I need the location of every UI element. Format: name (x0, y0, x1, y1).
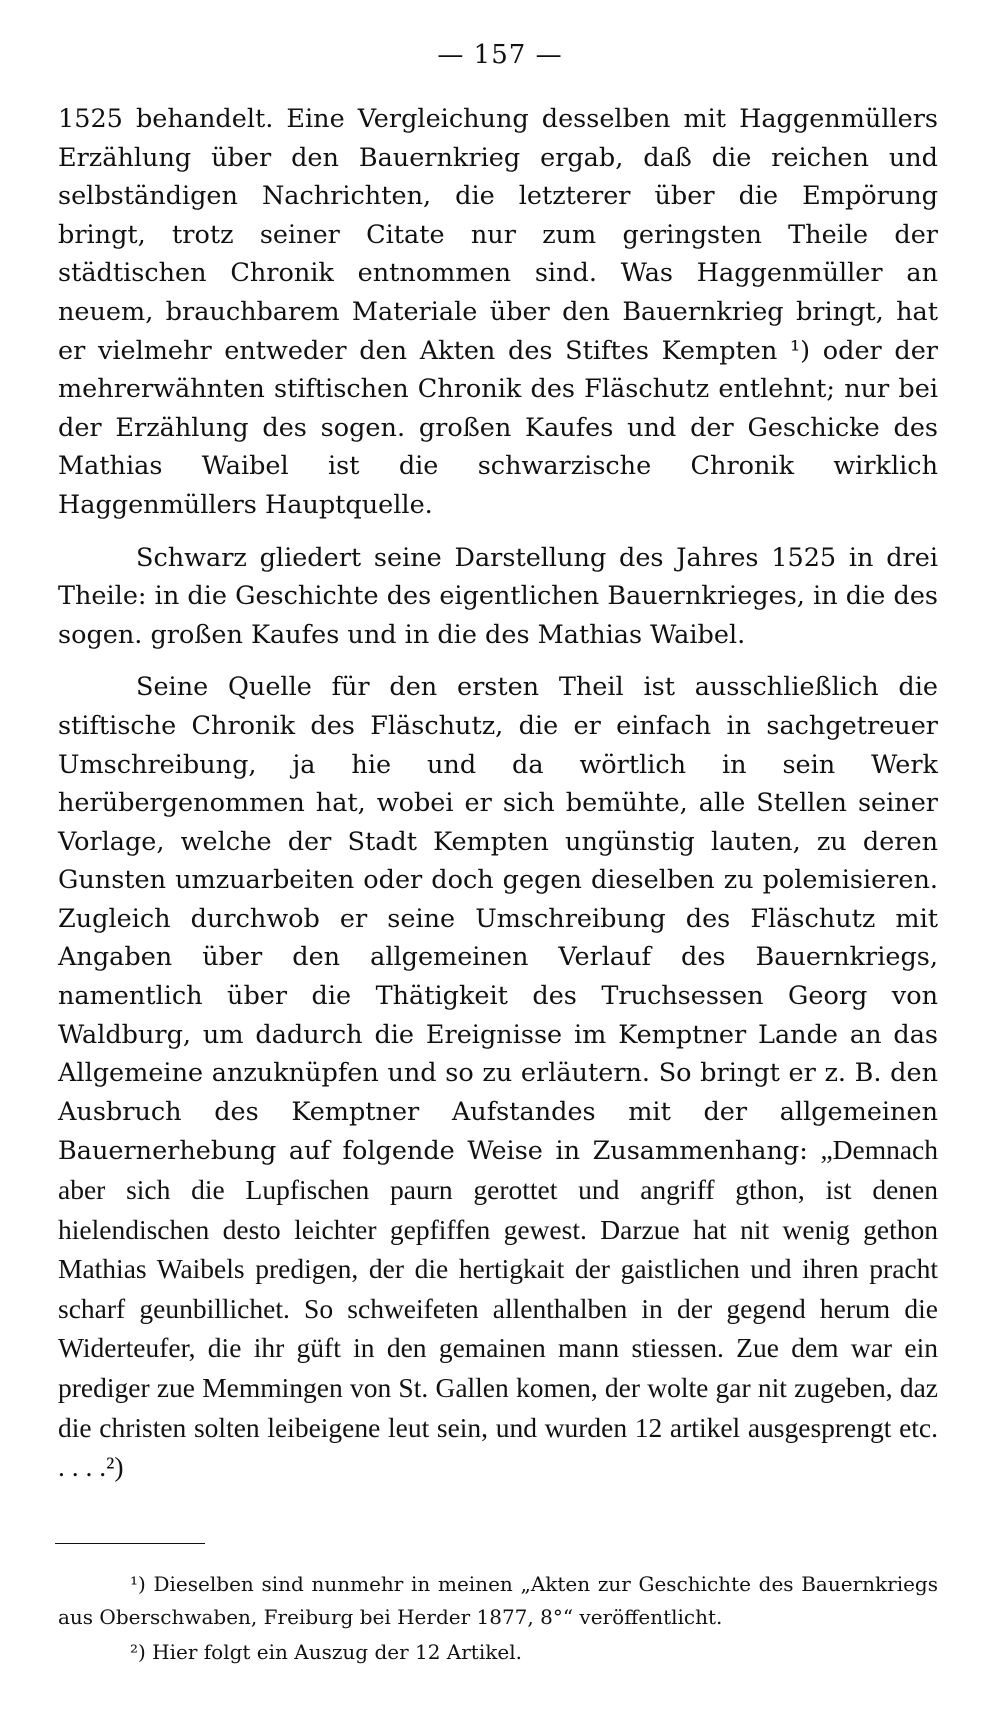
footnotes (58, 1568, 938, 1669)
footnote-2: ²) Hier folgt ein Auszug der 12 Artikel. (130, 1640, 522, 1664)
footnote-1: ¹) Dieselben sind nunmehr in meinen „Akten zur Geschichte des Bauernkriegs aus Oberschwaben, Freiburg bei Herder 1877, 8°“ veröffentlicht. (58, 1572, 938, 1629)
paragraph-3 (58, 668, 938, 1487)
page-number: — 157 — (437, 40, 563, 70)
paragraph-3-text: Seine Quelle für den ersten Theil ist ausschließlich die stiftische Chronik des Fläschutz, die er einfach in sachgetreuer Umschreibung, ja hie und da wörtlich in sein Werk herübergenommen hat, wobei er sich bemühte, alle Stellen seiner Vorlage, welche der Stadt Kempten ungünstig lauten, zu deren Gunsten umzuarbeiten oder doch gegen dieselben zu polemisieren. Zugleich durchwob er seine Umschreibung des Fläschutz mit Angaben über den allgemeinen Verlauf des Bauernkriegs, namentlich über die Thätigkeit des Truchsessen Georg von Waldburg, um dadurch die Ereignisse im Kemptner Lande an das Allgemeine anzuknüpfen und so zu erläutern. So bringt er z. B. den Ausbruch des Kemptner Aufstandes mit der allgemeinen Bauernerhebung auf folgende Weise in Zusammenhang: (58, 672, 938, 1167)
body-text (58, 100, 938, 1488)
paragraph-1: 1525 behandelt. Eine Vergleichung desselben mit Haggenmüllers Erzählung über den Bauernkrieg ergab, daß die reichen und selbständigen Nachrichten, die letzterer über die Empörung bringt, trotz seiner Citate nur zum geringsten Theile der städtischen Chronik entnommen sind. Was Haggenmüller an neuem, brauchbarem Materiale über den Bauernkrieg bringt, hat er vielmehr entweder den Akten des Stiftes Kempten ¹) oder der mehrerwähnten stiftischen Chronik des Fläschutz entlehnt; nur bei der Erzählung des sogen. großen Kaufes und der Geschicke des Mathias Waibel ist die schwarzische Chronik wirklich Haggenmüllers Hauptquelle. (58, 104, 938, 520)
footnote-divider (55, 1543, 205, 1544)
chronicle-quotation: „Demnach aber sich die Lupfischen paurn gerottet und angriff gthon, ist denen hielendischen desto leichter gepfiffen gewest. Darzue hat nit wenig gethon Mathias Waibels predigen, der die hertigkait der gaistlichen und ihren pracht scharf geunbillichet. So schweifeten allenthalben in der gegend herum die Widerteufer, die ihr güft in den gemainen mann stiessen. Zue dem war ein prediger zue Memmingen von St. Gallen komen, der wolte gar nit zugeben, daz die christen solten leibeigene leut sein, und wurden 12 artikel ausgesprengt etc. . . . .²) (58, 1134, 939, 1483)
paragraph-2: Schwarz gliedert seine Darstellung des Jahres 1525 in drei Theile: in die Geschichte des eigentlichen Bauernkrieges, in die des sogen. großen Kaufes und in die des Mathias Waibel. (58, 542, 938, 650)
